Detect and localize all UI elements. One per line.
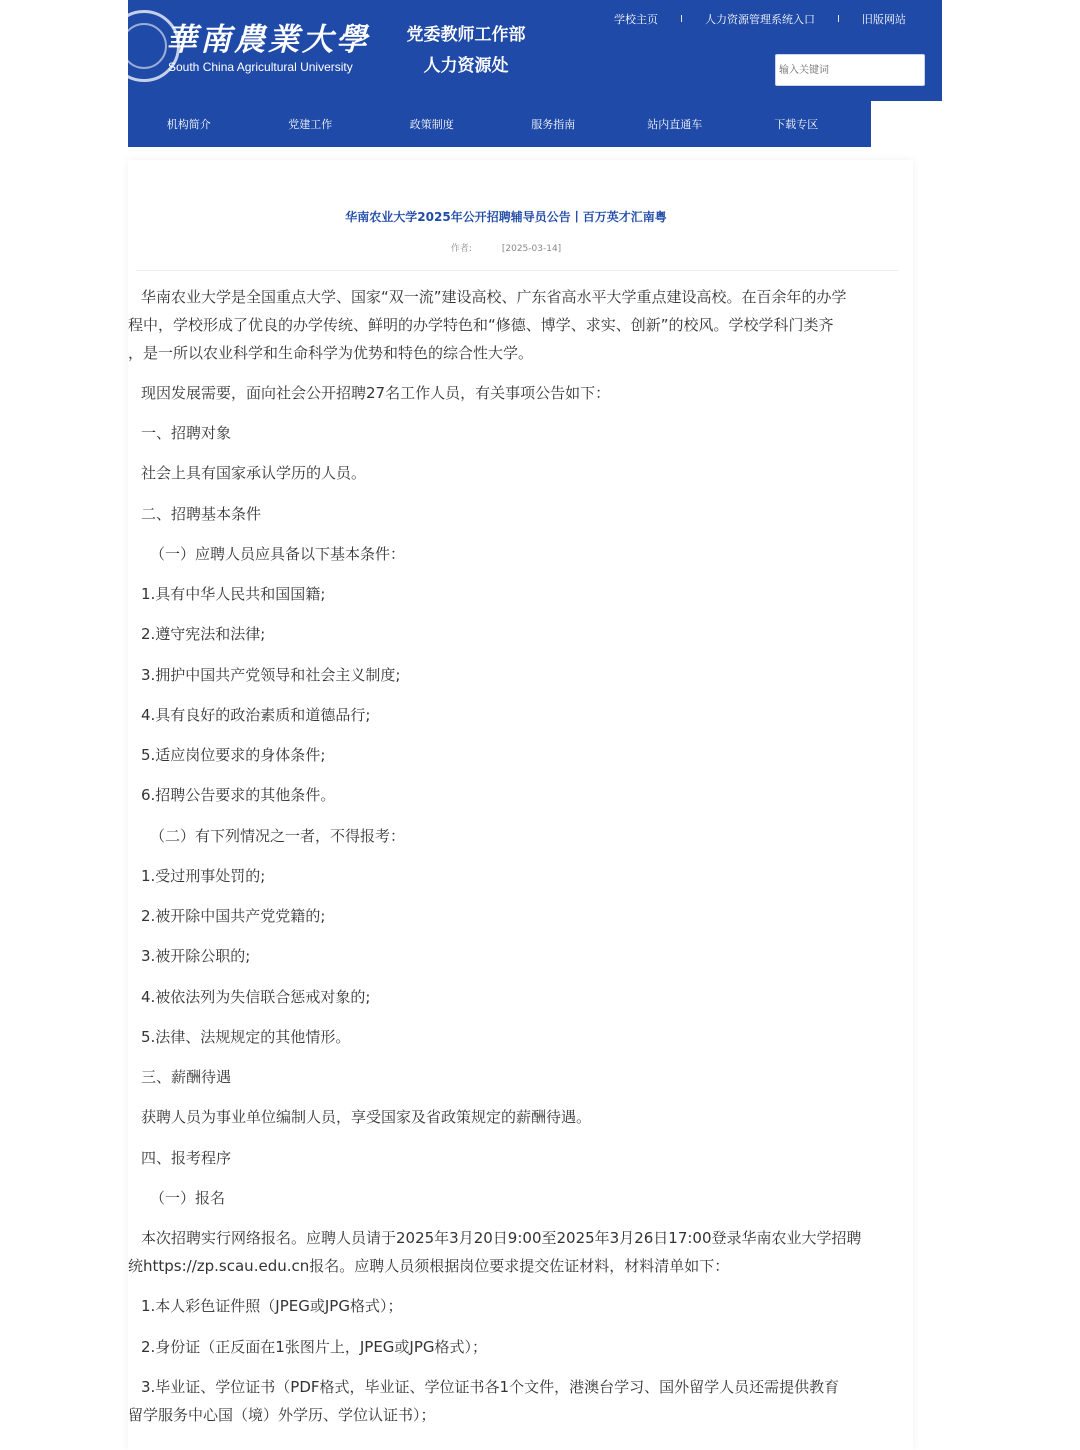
main-nav [128,101,871,147]
nav-item-party-work[interactable]: 党建工作 [288,118,333,131]
list-item: 5.法律、法规规定的其他情形。 [141,1028,351,1046]
nav-item-about[interactable]: 机构简介 [166,118,211,131]
list-item: 6.招聘公告要求的其他条件。 [141,786,336,804]
link-separator: I [836,13,840,25]
article-meta [136,241,876,254]
subsection-heading: （一）应聘人员应具备以下基本条件： [150,545,406,563]
list-item: 1.本人彩色证件照（JPEG或JPG格式）； [141,1297,403,1315]
list-item: 2.身份证（正反面在1张图片上，JPEG或JPG格式）； [141,1338,488,1356]
link-school-home[interactable]: 学校主页 [614,13,658,26]
top-links [614,10,906,28]
paragraph: 获聘人员为事业单位编制人员，享受国家及省政策规定的薪酬待遇。 [141,1108,592,1126]
section-heading: 四、报考程序 [141,1149,232,1167]
section-heading: 一、招聘对象 [141,424,232,442]
subsection-heading: （一）报名 [150,1189,226,1207]
list-item: 1.受过刑事处罚的; [141,867,266,885]
department-line-1: 党委教师工作部 [406,25,526,45]
article-header [136,190,898,271]
list-item: 3.拥护中国共产党领导和社会主义制度; [141,666,401,684]
list-item: 4.被依法列为失信联合惩戒对象的; [141,988,371,1006]
department-line-2: 人力资源处 [423,56,509,76]
paragraph: 现因发展需要，面向社会公开招聘27名工作人员，有关事项公告如下： [141,384,611,402]
publish-date: [2025-03-14] [501,244,562,254]
author-label: 作者: [450,244,472,254]
paragraph: 统https://zp.scau.edu.cn报名。应聘人员须根据岗位要求提交佐证材料，材料清单如下： [128,1257,730,1275]
department-name [396,20,536,82]
list-item: 2.遵守宪法和法律; [141,625,266,643]
paragraph: 程中，学校形成了优良的办学传统、鲜明的办学特色和“修德、博学、求实、创新”的校风。学校学科门类齐 [128,316,834,334]
nav-item-site-shortcuts[interactable]: 站内直通车 [647,118,703,131]
list-item: 3.被开除公职的; [141,947,251,965]
list-item: 3.毕业证、学位证书（PDF格式，毕业证、学位证书各1个文件，港澳台学习、国外留学人员还需提供教育 [141,1378,840,1396]
list-item: 留学服务中心国（境）外学历、学位认证书）； [128,1406,436,1424]
subsection-heading: （二）有下列情况之一者，不得报考： [150,827,406,845]
paragraph: 本次招聘实行网络报名。应聘人员请于2025年3月20日9:00至2025年3月26日17:00登录华南农业大学招聘 [141,1229,862,1247]
section-heading: 二、招聘基本条件 [141,505,262,523]
paragraph: 华南农业大学是全国重点大学、国家“双一流”建设高校、广东省高水平大学重点建设高校。在百余年的办学 [141,288,847,306]
site-header [128,0,942,101]
logo-chinese-name[interactable]: 華南農業大學 [166,22,370,58]
paragraph: 社会上具有国家承认学历的人员。 [141,464,367,482]
search-input[interactable] [775,54,925,86]
nav-item-service-guide[interactable]: 服务指南 [531,118,576,131]
link-separator: I [680,13,683,25]
nav-item-downloads[interactable]: 下载专区 [774,118,819,131]
nav-item-policies[interactable]: 政策制度 [409,118,454,131]
list-item: 2.被开除中国共产党党籍的; [141,907,326,925]
list-item: 1.具有中华人民共和国国籍; [141,585,326,603]
link-old-site[interactable]: 旧版网站 [861,13,906,26]
list-item: 5.适应岗位要求的身体条件; [141,746,326,764]
link-hr-system[interactable]: 人力资源管理系统入口 [704,13,815,26]
article-title: 华南农业大学2025年公开招聘辅导员公告丨百万英才汇南粤 [345,210,667,224]
article-card [128,160,913,1450]
list-item: 4.具有良好的政治素质和道德品行; [141,706,371,724]
section-heading: 三、薪酬待遇 [141,1068,232,1086]
paragraph: ，是一所以农业科学和生命科学为优势和特色的综合性大学。 [128,344,534,362]
logo-english-name[interactable]: South China Agricultural University [168,60,353,74]
